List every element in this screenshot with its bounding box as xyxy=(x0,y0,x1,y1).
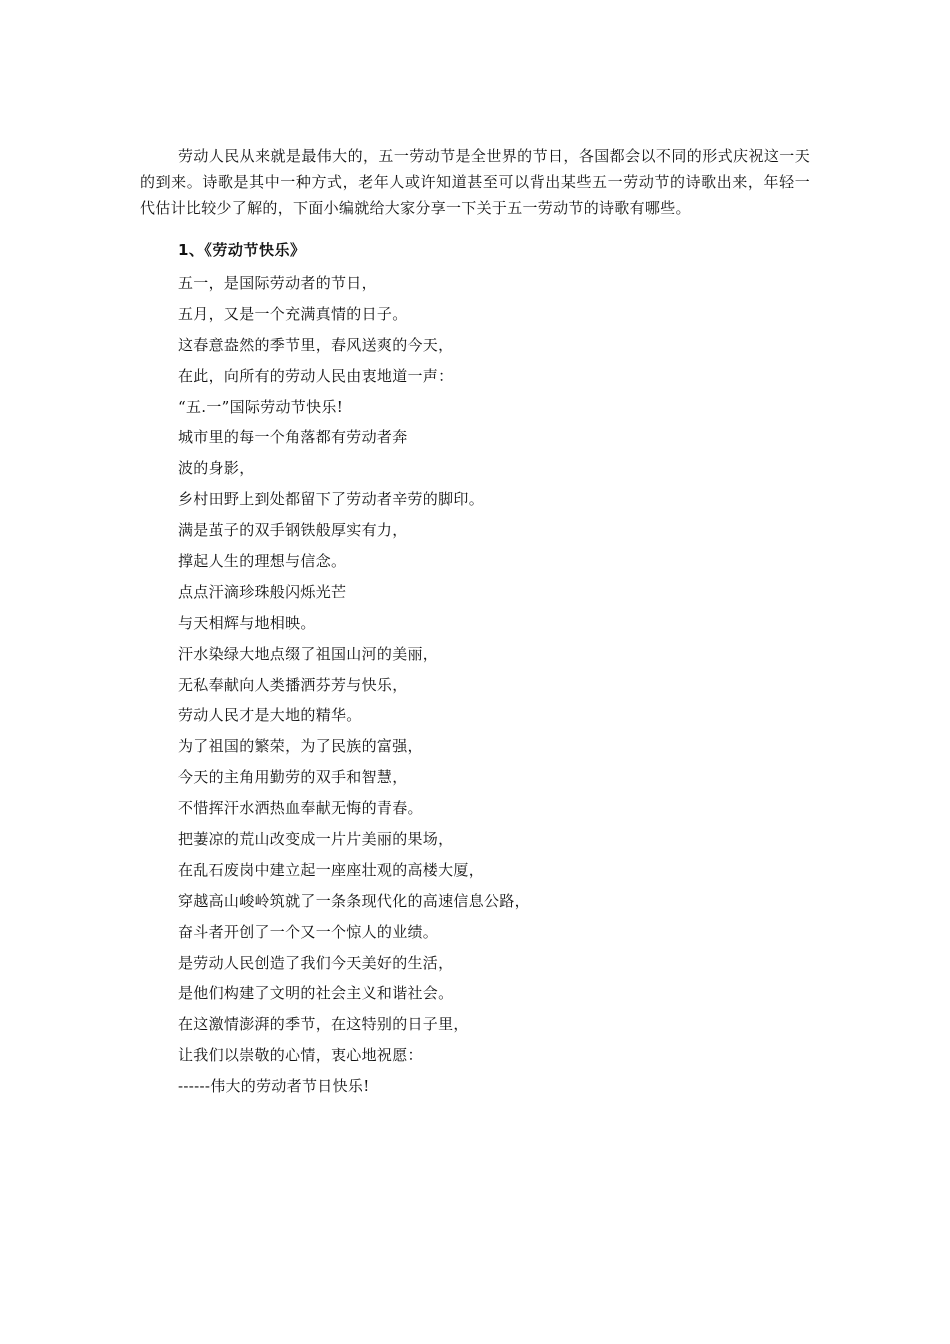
poem-line: 是劳动人民创造了我们今天美好的生活， xyxy=(178,953,454,972)
poem-line: 在此，向所有的劳动人民由衷地道一声： xyxy=(178,366,454,385)
poem-line: 穿越高山峻岭筑就了一条条现代化的高速信息公路， xyxy=(178,891,530,910)
poem-line: 今天的主角用勤劳的双手和智慧， xyxy=(178,768,408,787)
poem-line: 在乱石废岗中建立起一座座壮观的高楼大厦， xyxy=(178,860,485,879)
poem-line: 在这激情澎湃的季节，在这特别的日子里， xyxy=(178,1015,469,1034)
poem-line: ------伟大的劳动者节日快乐! xyxy=(178,1077,370,1096)
poem-line: 满是茧子的双手钢铁般厚实有力， xyxy=(178,521,408,540)
poem-line: 波的身影， xyxy=(178,459,255,478)
poem-line: 汗水染绿大地点缀了祖国山河的美丽， xyxy=(178,644,439,663)
poem-line: 奋斗者开创了一个又一个惊人的业绩。 xyxy=(178,922,439,941)
intro-paragraph: 劳动人民从来就是最伟大的，五一劳动节是全世界的节日，各国都会以不同的形式庆祝这一天的到来。诗歌是其中一种方式，老年人或许知道甚至可以背出某些五一劳动节的诗歌出来，年轻一代估计比较少了解的，下面小编就给大家分享一下关于五一劳动节的诗歌有哪些。 xyxy=(140,147,810,217)
poem-line: 让我们以崇敬的心情，衷心地祝愿： xyxy=(178,1046,423,1065)
poem-lines xyxy=(178,268,798,1102)
poem-line: 不惜挥汗水洒热血奉献无悔的青春。 xyxy=(178,799,423,818)
poem-line: 劳动人民才是大地的精华。 xyxy=(178,706,362,725)
poem-line: 五月，又是一个充满真情的日子。 xyxy=(178,304,408,323)
poem-line: 撑起人生的理想与信念。 xyxy=(178,552,347,571)
poem-line: “五.一”国际劳动节快乐! xyxy=(178,397,344,416)
poem-line: 是他们构建了文明的社会主义和谐社会。 xyxy=(178,984,454,1003)
poem-line: 乡村田野上到处都留下了劳动者辛劳的脚印。 xyxy=(178,490,485,509)
poem-line: 五一，是国际劳动者的节日， xyxy=(178,274,377,292)
poem-line: 点点汗滴珍珠般闪烁光芒 xyxy=(178,582,347,601)
poem-line: 这春意盎然的季节里，春风送爽的今天， xyxy=(178,335,454,354)
poem-heading: 1、《劳动节快乐》 xyxy=(178,241,306,259)
poem-line: 与天相辉与地相映。 xyxy=(178,613,316,632)
poem-line: 城市里的每一个角落都有劳动者奔 xyxy=(178,428,408,447)
poem-line: 把萋凉的荒山改变成一片片美丽的果场， xyxy=(178,830,454,849)
poem-line: 无私奉献向人类播洒芬芳与快乐， xyxy=(178,675,408,694)
poem-line: 为了祖国的繁荣，为了民族的富强， xyxy=(178,737,423,756)
